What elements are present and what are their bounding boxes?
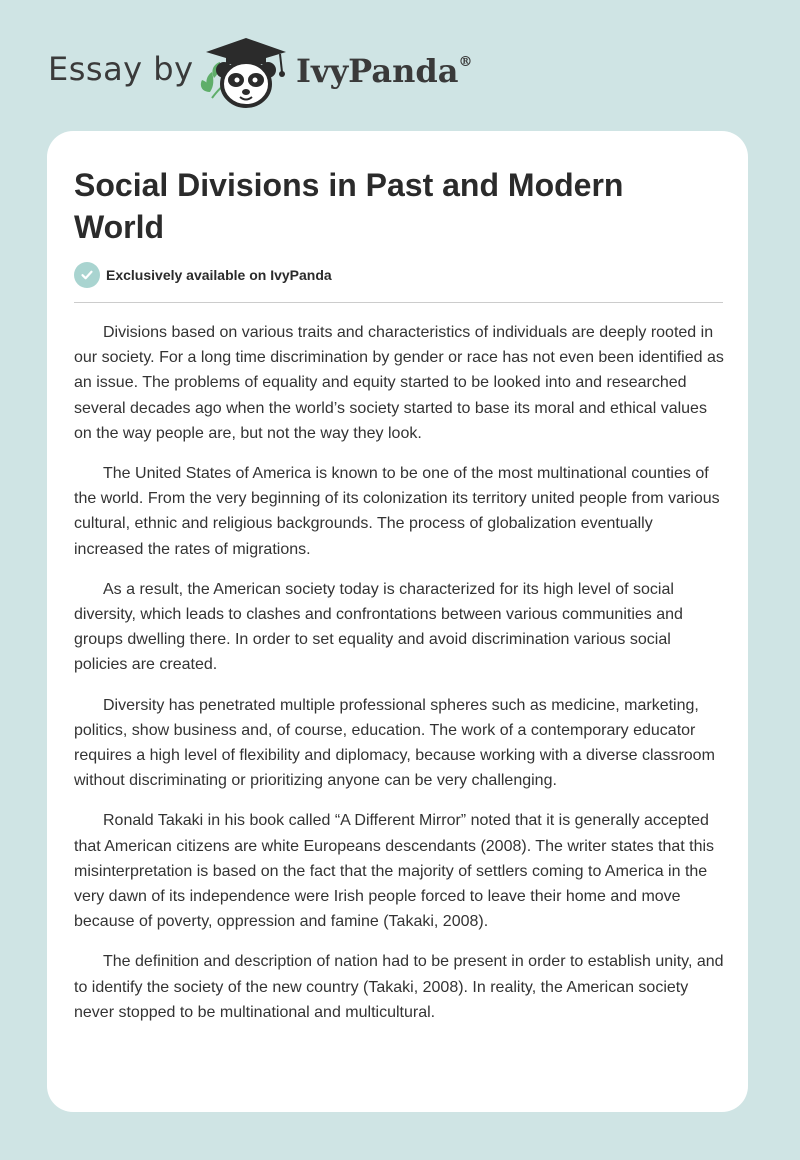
paragraph: The definition and description of nation had to be present in order to establish unity, and to identify the society of the new country (Takaki, 2008). In reality, the American society never stopped to be multinational and multicultural. — [74, 953, 724, 1021]
paragraph: Diversity has penetrated multiple professional spheres such as medicine, marketing, politics, show business and, of course, education. The work of a contemporary educator requires a high level of flexibility and diplomacy, because working with a diverse classroom without discriminating or prioritizing anyone can be very challenging. — [74, 696, 715, 790]
paragraph: Ronald Takaki in his book called “A Different Mirror” noted that it is generally accepted that American citizens are white Europeans descendants (2008). The writer states that this misinterpretation is based on the fact that the majority of settlers coming to America in the very dawn of its independence were Irish people forced to leave their home and move because of poverty, oppression and famine (Takaki, 2008). — [74, 812, 715, 931]
divider — [74, 302, 723, 303]
paragraph: As a result, the American society today is characterized for its high level of social diversity, which leads to clashes and confrontations between various communities and groups dwelling there. In order to set equality and avoid discrimination various social policies are created. — [74, 580, 683, 674]
brand-text: IvyPanda — [296, 52, 459, 90]
page-title: Social Divisions in Past and Modern World — [74, 167, 624, 245]
paragraph: The United States of America is known to be one of the most multinational counties of the world. From the very beginning of its colonization its territory united people from various cultural, ethnic and religious backgrounds. The process of globalization eventually increased the rates of migrations. — [74, 465, 720, 558]
brand-name[interactable] — [296, 52, 472, 90]
essay-body — [74, 320, 726, 1040]
exclusive-label: Exclusively available on IvyPanda — [106, 267, 332, 283]
check-circle-icon — [74, 262, 100, 288]
site-header — [0, 0, 800, 130]
essay-by-label: Essay by — [48, 50, 194, 88]
paragraph: Divisions based on various traits and characteristics of individuals are deeply rooted in our society. For a long time discrimination by gender or race has not even been identified as an issue. The problems of equality and equity started to be looked into and researched several decades ago when the world’s society started to base its moral and ethical values on the way people are, but not the way they look. — [74, 324, 724, 442]
exclusive-badge — [74, 262, 332, 288]
registered-mark: ® — [458, 54, 473, 70]
essay-card — [47, 131, 748, 1112]
panda-graduate-icon[interactable] — [200, 34, 292, 110]
